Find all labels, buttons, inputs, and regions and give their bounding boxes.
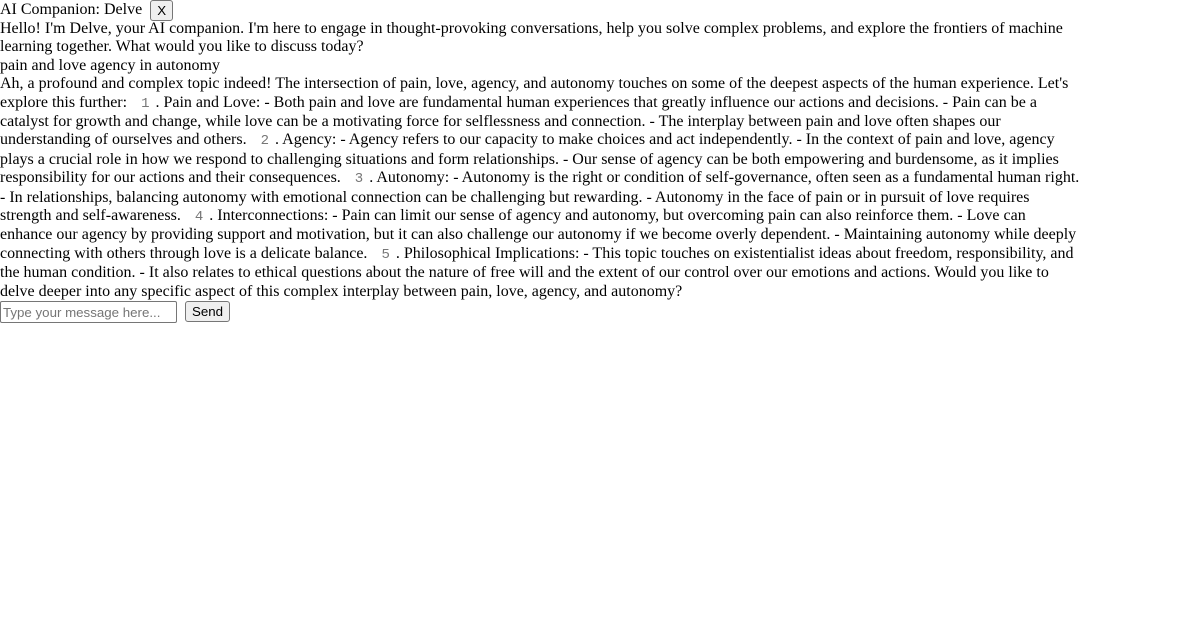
message-list bbox=[0, 20, 1080, 301]
list-item-text: . Pain and Love: - Both pain and love are fundamental human experiences that greatly influence our actions and decisions. - Pain can be a catalyst for growth and change, while love can be a motivating force for selflessness and connection. - The interplay between pain and love often shapes our understanding of ourselves and others. bbox=[0, 93, 1037, 149]
chat-header bbox=[0, 0, 1080, 20]
message-input[interactable] bbox=[0, 301, 177, 323]
close-button[interactable]: X bbox=[150, 0, 173, 21]
list-number: 3 bbox=[354, 171, 364, 188]
list-item-text: . Interconnections: - Pain can limit our sense of agency and autonomy, but overcoming pain can also reinforce them. - Love can enhance our agency by providing support and motivation, but it can also challenge our autonomy if we become overly dependent. - Maintaining autonomy while deeply connecting with others through love is a delicate balance. bbox=[0, 207, 1077, 262]
list-item-text: . Philosophical Implications: - This topic touches on existentialist ideas about freedom, responsibility, and the human condition. - It also relates to ethical questions about the nature of free will and the extent of our control over our emotions and actions. Would you like to delve deeper into any specific aspect of this complex interplay between pain, love, agency, and autonomy? bbox=[0, 244, 1074, 300]
list-item-text: . Autonomy: - Autonomy is the right or condition of self-governance, often seen as a fundamental human right. - In relationships, balancing autonomy with emotional connection can be challenging but rewarding. - Autonomy in the face of pain or in pursuit of love requires strength and self-awareness. bbox=[0, 169, 1080, 225]
list-item-text: . Agency: - Agency refers to our capacity to make choices and act independently. - In the context of pain and love, agency plays a crucial role in how we respond to challenging situations and form relationships. - Our sense of agency can be both empowering and burdensome, as it implies responsibility for our actions and their consequences. bbox=[0, 131, 1059, 187]
app-title: AI Companion: Delve bbox=[0, 1, 143, 18]
list-number: 1 bbox=[141, 95, 150, 112]
send-button[interactable]: Send bbox=[185, 301, 230, 322]
list-number: 2 bbox=[260, 133, 270, 150]
list-number: 4 bbox=[194, 209, 204, 226]
assistant-greeting-message: Hello! I'm Delve, your AI companion. I'm here to engage in thought-provoking conversations, help you solve complex problems, and explore the frontiers of machine learning together. What would you like to discuss today? bbox=[0, 20, 1063, 56]
reply-intro: Ah, a profound and complex topic indeed! The intersection of pain, love, agency, and autonomy touches on some of the deepest aspects of the human experience. Let's explore this further: bbox=[0, 75, 1069, 111]
message-composer bbox=[0, 301, 1080, 323]
user-message: pain and love agency in autonomy bbox=[0, 56, 220, 74]
assistant-reply-message bbox=[0, 75, 1080, 301]
chat-app bbox=[0, 0, 1080, 323]
list-number: 5 bbox=[381, 246, 390, 263]
